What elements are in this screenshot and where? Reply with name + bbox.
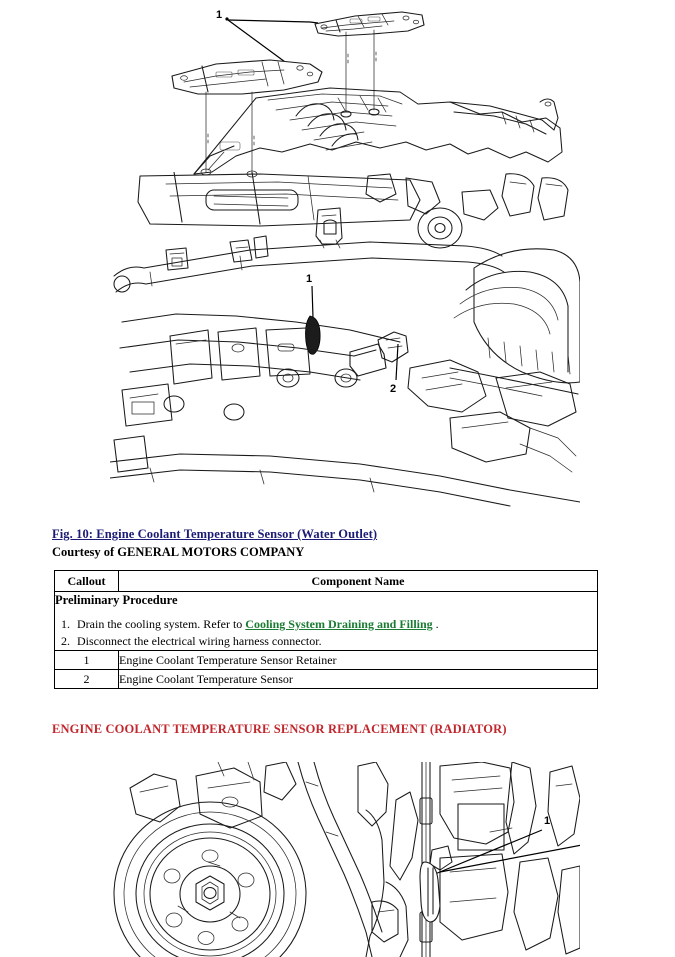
step-text-before: Drain the cooling system. Refer to bbox=[77, 617, 246, 631]
figure-radiator-sensor bbox=[110, 762, 580, 957]
step-number: 2. bbox=[61, 634, 70, 648]
callout-label-1: 1 bbox=[544, 815, 551, 827]
assembly-guide-lines-upper bbox=[346, 30, 376, 112]
header-callout: Callout bbox=[55, 571, 119, 592]
engine-cover-assembly bbox=[194, 88, 562, 177]
cam-cover bbox=[138, 172, 420, 226]
preliminary-procedure-cell bbox=[55, 592, 598, 651]
list-item bbox=[55, 616, 597, 633]
header-component-name: Component Name bbox=[119, 571, 598, 592]
retainer-bracket-lower bbox=[172, 60, 322, 94]
harness-connectors-left bbox=[166, 236, 268, 270]
component-table bbox=[54, 570, 598, 689]
radiator-body bbox=[440, 762, 580, 954]
callout-label-1: 1 bbox=[216, 9, 223, 21]
figure-caption-block bbox=[52, 525, 612, 560]
preliminary-procedure-title: Preliminary Procedure bbox=[55, 593, 178, 607]
step-text-before: Disconnect the electrical wiring harness connector. bbox=[77, 634, 322, 648]
assembly-guide-lines-lower bbox=[206, 92, 254, 174]
cell-callout-number: 2 bbox=[55, 670, 119, 689]
radiator-support bbox=[358, 762, 452, 957]
step-number: 1. bbox=[61, 617, 70, 631]
preliminary-steps-list bbox=[55, 616, 597, 650]
cell-component-name: Engine Coolant Temperature Sensor Retainer bbox=[119, 651, 598, 670]
list-item bbox=[55, 633, 597, 650]
retainer-bracket-upper bbox=[315, 12, 424, 36]
step-text-after: . bbox=[432, 617, 439, 631]
table-row bbox=[55, 651, 598, 670]
crankshaft-pulley bbox=[114, 802, 306, 957]
table-row bbox=[55, 670, 598, 689]
coolant-reservoir bbox=[450, 249, 580, 396]
cooling-system-link[interactable]: Cooling System Draining and Filling bbox=[245, 617, 433, 631]
callout-label-2: 2 bbox=[390, 383, 397, 395]
courtesy-line: Courtesy of GENERAL MOTORS COMPANY bbox=[52, 545, 305, 559]
lower-right-structures bbox=[408, 360, 576, 472]
figure-caption-link[interactable]: Fig. 10: Engine Coolant Temperature Sensor (Water Outlet) bbox=[52, 527, 378, 541]
wiring-connector-top bbox=[316, 208, 342, 248]
callout-label-1: 1 bbox=[306, 273, 313, 285]
drive-belt-lines bbox=[298, 762, 382, 957]
figure-engine-water-outlet bbox=[110, 172, 580, 512]
engine-block-detail bbox=[110, 314, 580, 506]
cell-callout-number: 1 bbox=[55, 651, 119, 670]
table-row-preliminary bbox=[55, 592, 598, 651]
cell-component-name: Engine Coolant Temperature Sensor bbox=[119, 670, 598, 689]
figure-exploded-retainer bbox=[150, 2, 570, 180]
table-header-row bbox=[55, 571, 598, 592]
reservoir-fins bbox=[488, 338, 570, 374]
right-bracketry bbox=[366, 174, 568, 248]
page-section-heading: ENGINE COOLANT TEMPERATURE SENSOR REPLACEMENT (RADIATOR) bbox=[52, 722, 507, 736]
